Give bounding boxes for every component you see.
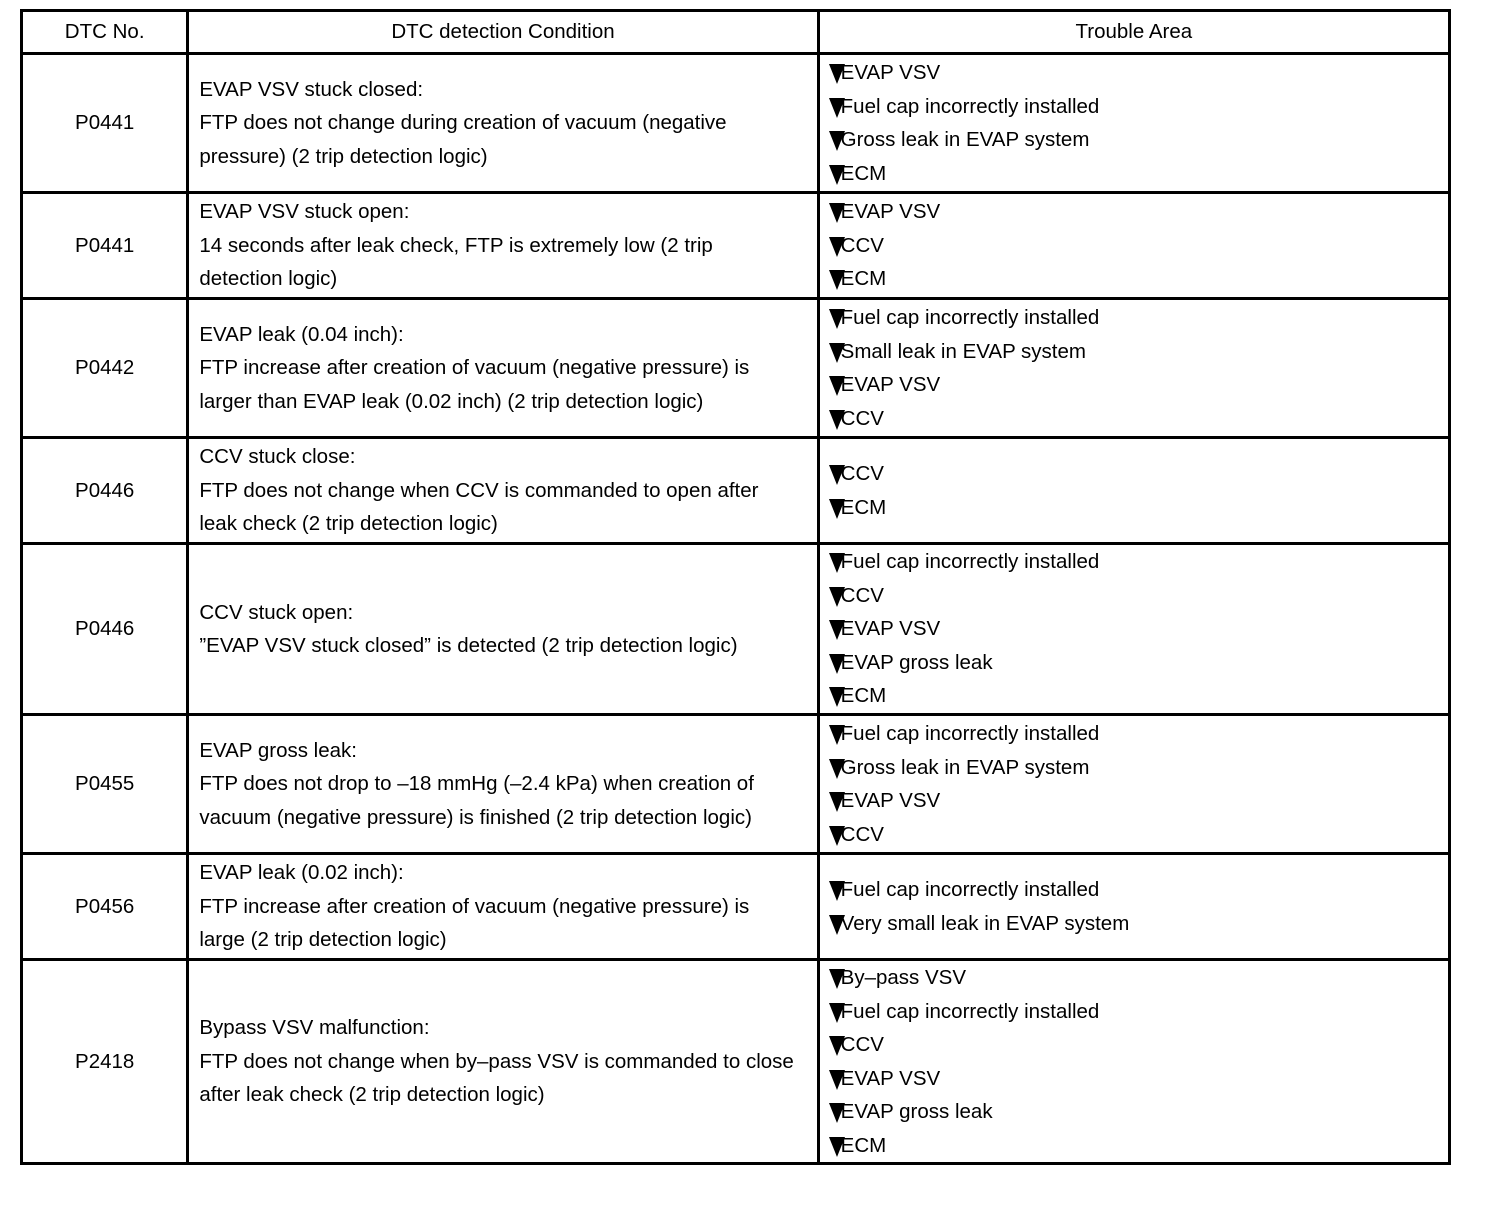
trouble-area-item (829, 90, 1448, 124)
trouble-area-label: Gross leak in EVAP system (840, 755, 1090, 779)
trouble-area-item (829, 368, 1448, 402)
header-dtc-no: DTC No. (22, 11, 188, 54)
detection-condition-cell (188, 960, 818, 1164)
dtc-code-cell (22, 715, 188, 854)
trouble-area-label: EVAP VSV (840, 617, 941, 641)
detection-condition-cell (188, 438, 818, 544)
condition-title: Bypass VSV malfunction: (199, 1016, 430, 1040)
trouble-area-item (829, 1062, 1448, 1096)
table-row (22, 54, 1450, 193)
trouble-area-cell (818, 854, 1449, 960)
dtc-code: P0441 (75, 111, 135, 135)
trouble-area-item (829, 301, 1448, 335)
trouble-area-label: CCV (840, 1033, 884, 1056)
trouble-area-item (829, 491, 1448, 525)
table-row (22, 438, 1450, 544)
table-row (22, 544, 1450, 715)
condition-title: EVAP VSV stuck closed: (199, 77, 424, 101)
trouble-area-label: Fuel cap incorrectly installed (840, 94, 1100, 118)
dtc-code: P0442 (75, 356, 135, 380)
trouble-area-label: Fuel cap incorrectly installed (840, 550, 1100, 574)
trouble-area-label: ECM (840, 684, 887, 708)
detection-condition-cell (188, 854, 818, 960)
trouble-area-label: CCV (840, 406, 884, 430)
dtc-code: P0446 (75, 478, 135, 502)
trouble-area-item (829, 1095, 1448, 1129)
trouble-area-label: EVAP gross leak (840, 1100, 993, 1123)
condition-detail: FTP does not drop to –18 mmHg (–2.4 kPa) when creation of vacuum (negative pressure) is finished (2 trip detection logic) (199, 772, 754, 829)
trouble-area-label: CCV (840, 583, 884, 607)
trouble-area-cell (818, 299, 1449, 438)
condition-detail: FTP does not change when by–pass VSV is commanded to close after leak check (2 trip detection logic) (199, 1049, 794, 1107)
trouble-area-cell (818, 960, 1449, 1164)
trouble-area-item (829, 157, 1448, 191)
trouble-area-item (829, 457, 1448, 491)
detection-condition-cell (188, 299, 818, 438)
trouble-area-label: CCV (840, 822, 884, 846)
condition-title: EVAP VSV stuck open: (199, 200, 410, 224)
trouble-area-item (829, 612, 1448, 646)
dtc-code: P0456 (75, 894, 135, 918)
dtc-table (20, 9, 1451, 1165)
trouble-area-item (829, 229, 1448, 263)
trouble-area-label: ECM (840, 267, 887, 291)
trouble-area-label: By–pass VSV (840, 966, 966, 989)
trouble-area-label: CCV (840, 233, 884, 257)
condition-detail: ”EVAP VSV stuck closed” is detected (2 trip detection logic) (199, 634, 738, 657)
dtc-code-cell (22, 438, 188, 544)
dtc-code: P2418 (75, 1049, 135, 1073)
condition-title: CCV stuck open: (199, 600, 354, 624)
table-row (22, 299, 1450, 438)
dtc-code-cell (22, 544, 188, 715)
dtc-code: P0446 (75, 617, 135, 641)
trouble-area-item (829, 545, 1448, 579)
table-body (22, 54, 1450, 1164)
trouble-area-label: ECM (840, 495, 887, 519)
dtc-code-cell (22, 54, 188, 193)
dtc-code-cell (22, 193, 188, 299)
trouble-area-item (829, 717, 1448, 751)
dtc-code: P0441 (75, 233, 135, 257)
trouble-area-label: Fuel cap incorrectly installed (840, 878, 1100, 901)
dtc-code-cell (22, 960, 188, 1164)
trouble-area-item (829, 335, 1448, 369)
table-row (22, 715, 1450, 854)
trouble-area-label: EVAP VSV (840, 200, 941, 224)
trouble-area-item (829, 784, 1448, 818)
trouble-area-item (829, 402, 1448, 436)
condition-detail: FTP increase after creation of vacuum (negative pressure) is larger than EVAP leak (0.02 inch) (2 trip detection logic) (199, 356, 750, 413)
detection-condition-cell (188, 544, 818, 715)
trouble-area-label: EVAP VSV (840, 373, 941, 396)
trouble-area-cell (818, 54, 1449, 193)
trouble-area-item (829, 262, 1448, 296)
trouble-area-item (829, 646, 1448, 680)
trouble-area-cell (818, 193, 1449, 299)
trouble-area-item (829, 679, 1448, 713)
trouble-area-label: ECM (840, 1133, 887, 1157)
trouble-area-item (829, 995, 1448, 1029)
condition-title: EVAP leak (0.02 inch): (199, 861, 404, 885)
dtc-code-cell (22, 854, 188, 960)
trouble-area-label: EVAP VSV (840, 789, 941, 812)
trouble-area-item (829, 961, 1448, 995)
trouble-area-item (829, 907, 1448, 941)
detection-condition-cell (188, 193, 818, 299)
trouble-area-label: Very small leak in EVAP system (840, 911, 1130, 935)
trouble-area-item (829, 751, 1448, 785)
trouble-area-label: CCV (840, 462, 884, 485)
condition-detail: FTP increase after creation of vacuum (negative pressure) is large (2 trip detection logic) (199, 894, 750, 952)
dtc-code: P0455 (75, 772, 135, 796)
header-detection-condition: DTC detection Condition (188, 11, 818, 54)
condition-title: CCV stuck close: (199, 445, 356, 469)
condition-detail: 14 seconds after leak check, FTP is extremely low (2 trip detection logic) (199, 233, 713, 291)
trouble-area-item (829, 56, 1448, 90)
header-row (22, 11, 1450, 54)
trouble-area-label: Small leak in EVAP system (840, 339, 1086, 363)
trouble-area-item (829, 579, 1448, 613)
table-row (22, 193, 1450, 299)
trouble-area-label: Fuel cap incorrectly installed (840, 306, 1100, 329)
trouble-area-item (829, 123, 1448, 157)
trouble-area-cell (818, 715, 1449, 854)
trouble-area-cell (818, 544, 1449, 715)
trouble-area-item (829, 873, 1448, 907)
trouble-area-label: EVAP VSV (840, 1066, 941, 1090)
condition-detail: FTP does not change when CCV is commanded to open after leak check (2 trip detection logic) (199, 478, 759, 536)
trouble-area-label: Fuel cap incorrectly installed (840, 999, 1100, 1023)
trouble-area-item (829, 1028, 1448, 1062)
condition-title: EVAP gross leak: (199, 738, 357, 762)
dtc-code-cell (22, 299, 188, 438)
trouble-area-label: ECM (840, 161, 887, 185)
trouble-area-label: Fuel cap incorrectly installed (840, 722, 1100, 745)
trouble-area-item (829, 818, 1448, 852)
condition-detail: FTP does not change during creation of vacuum (negative pressure) (2 trip detection logic) (199, 111, 727, 168)
trouble-area-label: Gross leak in EVAP system (840, 128, 1090, 151)
trouble-area-label: EVAP gross leak (840, 650, 993, 674)
detection-condition-cell (188, 715, 818, 854)
table-row (22, 854, 1450, 960)
trouble-area-label: EVAP VSV (840, 61, 941, 84)
condition-title: EVAP leak (0.04 inch): (199, 322, 404, 346)
header-trouble-area: Trouble Area (818, 11, 1449, 54)
trouble-area-cell (818, 438, 1449, 544)
detection-condition-cell (188, 54, 818, 193)
trouble-area-item (829, 1129, 1448, 1163)
trouble-area-item (829, 195, 1448, 229)
table-row (22, 960, 1450, 1164)
